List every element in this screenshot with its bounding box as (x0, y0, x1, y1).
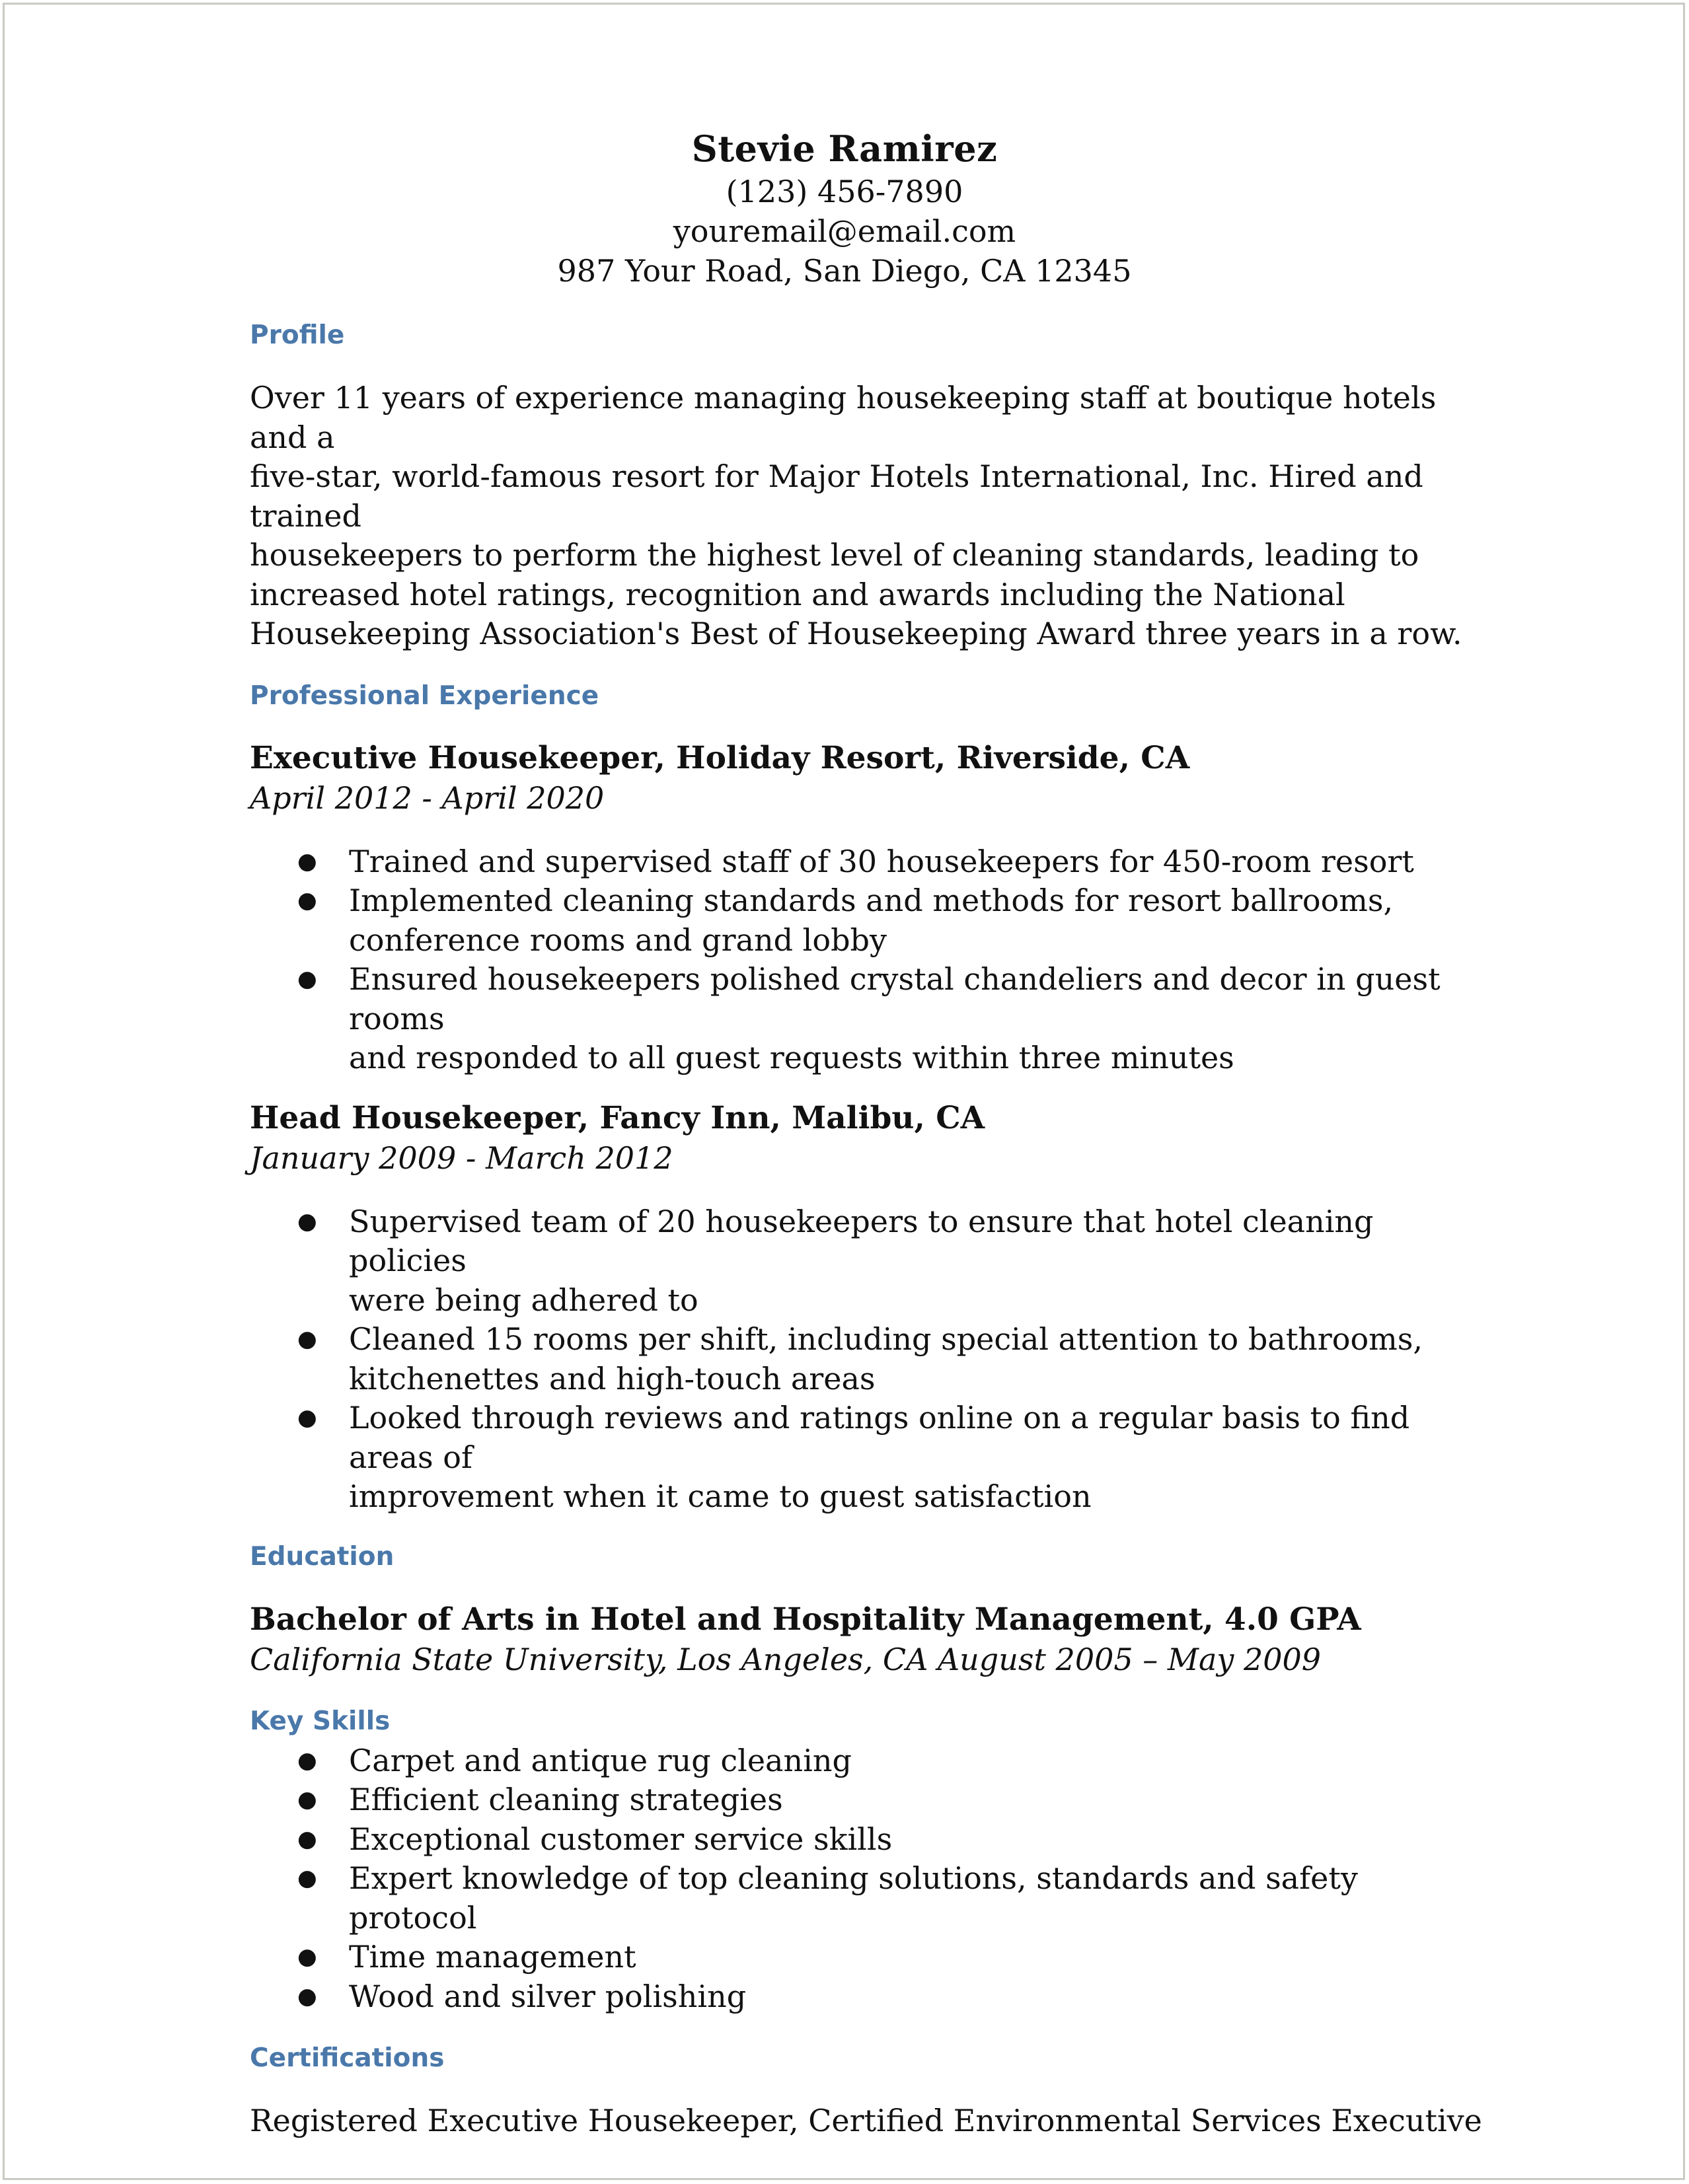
certifications-heading: Certifications (250, 2043, 445, 2073)
list-item-text: Trained and supervised staff of 30 housekeepers for 450-room resort (349, 843, 1414, 879)
skills-heading: Key Skills (250, 1706, 391, 1736)
list-item (250, 1859, 1492, 1938)
list-item-text: Supervised team of 20 housekeepers to ensure that hotel cleaning policies (349, 1203, 1374, 1278)
list-item-text: Ensured housekeepers polished crystal chandeliers and decor in guest rooms (349, 961, 1441, 1037)
list-item (250, 960, 1492, 1078)
bullet-icon: ● (297, 1404, 317, 1431)
resume-header (0, 126, 1689, 291)
profile-summary (250, 379, 1492, 654)
bullet-icon: ● (297, 1983, 317, 2010)
bullet-icon: ● (297, 1865, 317, 1891)
list-item (250, 1741, 1492, 1781)
bullet-icon: ● (297, 1786, 317, 1813)
education-heading: Education (250, 1541, 394, 1572)
list-item (250, 1938, 1492, 1977)
bullet-icon: ● (297, 848, 317, 875)
job-dates: April 2012 - April 2020 (250, 780, 605, 816)
list-item (250, 842, 1492, 882)
street-address: 987 Your Road, San Diego, CA 12345 (557, 253, 1132, 289)
profile-line: five-star, world-famous resort for Major Hotels International, Inc. Hired and trained (250, 458, 1423, 534)
list-item (250, 1320, 1492, 1399)
experience-heading: Professional Experience (250, 680, 599, 711)
candidate-name: Stevie Ramirez (691, 127, 998, 170)
degree-title: Bachelor of Arts in Hotel and Hospitality Management, 4.0 GPA (250, 1601, 1361, 1638)
job-entry (250, 1099, 1492, 1517)
list-item-text: Cleaned 15 rooms per shift, including special attention to bathrooms, (349, 1321, 1423, 1357)
job-title: Head Housekeeper, Fancy Inn, Malibu, CA (250, 1099, 985, 1136)
job-bullet-list (250, 842, 1492, 1078)
list-item-text: kitchenettes and high-touch areas (349, 1360, 876, 1397)
resume-body (250, 316, 1492, 2141)
list-item-text: conference rooms and grand lobby (349, 922, 887, 958)
list-item (250, 1780, 1492, 1820)
profile-line: Over 11 years of experience managing housekeeping staff at boutique hotels and a (250, 380, 1437, 455)
list-item (250, 881, 1492, 960)
bullet-icon: ● (297, 1747, 317, 1774)
list-item (250, 1399, 1492, 1517)
bullet-icon: ● (297, 1944, 317, 1970)
list-item-text: Carpet and antique rug cleaning (349, 1742, 852, 1778)
email-address: youremail@email.com (673, 213, 1016, 249)
certifications-text: Registered Executive Housekeeper, Certified Environmental Services Executive (250, 2103, 1482, 2138)
bullet-icon: ● (297, 1208, 317, 1235)
list-item-text: Exceptional customer service skills (349, 1821, 893, 1857)
profile-line: housekeepers to perform the highest level of cleaning standards, leading to (250, 537, 1419, 573)
job-entry (250, 739, 1492, 1078)
profile-heading: Profile (250, 320, 345, 350)
bullet-icon: ● (297, 966, 317, 992)
list-item-text: Wood and silver polishing (349, 1978, 747, 2014)
bullet-icon: ● (297, 887, 317, 914)
list-item-text: Looked through reviews and ratings online on a regular basis to find areas of (349, 1400, 1410, 1475)
job-bullet-list (250, 1202, 1492, 1517)
list-item-text: were being adhered to (349, 1282, 698, 1318)
profile-line: increased hotel ratings, recognition and awards including the National (250, 576, 1345, 612)
bullet-icon: ● (297, 1825, 317, 1852)
job-title: Executive Housekeeper, Holiday Resort, Riverside, CA (250, 739, 1190, 776)
list-item-text: Time management (349, 1939, 636, 1975)
list-item-text: Expert knowledge of top cleaning solutions, standards and safety protocol (349, 1860, 1358, 1936)
profile-line: Housekeeping Association's Best of Housekeeping Award three years in a row. (250, 616, 1462, 651)
list-item-text: and responded to all guest requests within three minutes (349, 1040, 1234, 1075)
list-item (250, 1820, 1492, 1860)
list-item (250, 1202, 1492, 1321)
list-item-text: Efficient cleaning strategies (349, 1782, 783, 1817)
list-item-text: Implemented cleaning standards and methods for resort ballrooms, (349, 883, 1394, 918)
skills-list (250, 1741, 1492, 2017)
list-item-text: improvement when it came to guest satisfaction (349, 1478, 1092, 1514)
bullet-icon: ● (297, 1326, 317, 1352)
job-dates: January 2009 - March 2012 (250, 1140, 673, 1176)
school-and-dates: California State University, Los Angeles, CA August 2005 – May 2009 (250, 1641, 1322, 1677)
list-item (250, 1977, 1492, 2017)
phone-number: (123) 456-7890 (726, 174, 963, 209)
